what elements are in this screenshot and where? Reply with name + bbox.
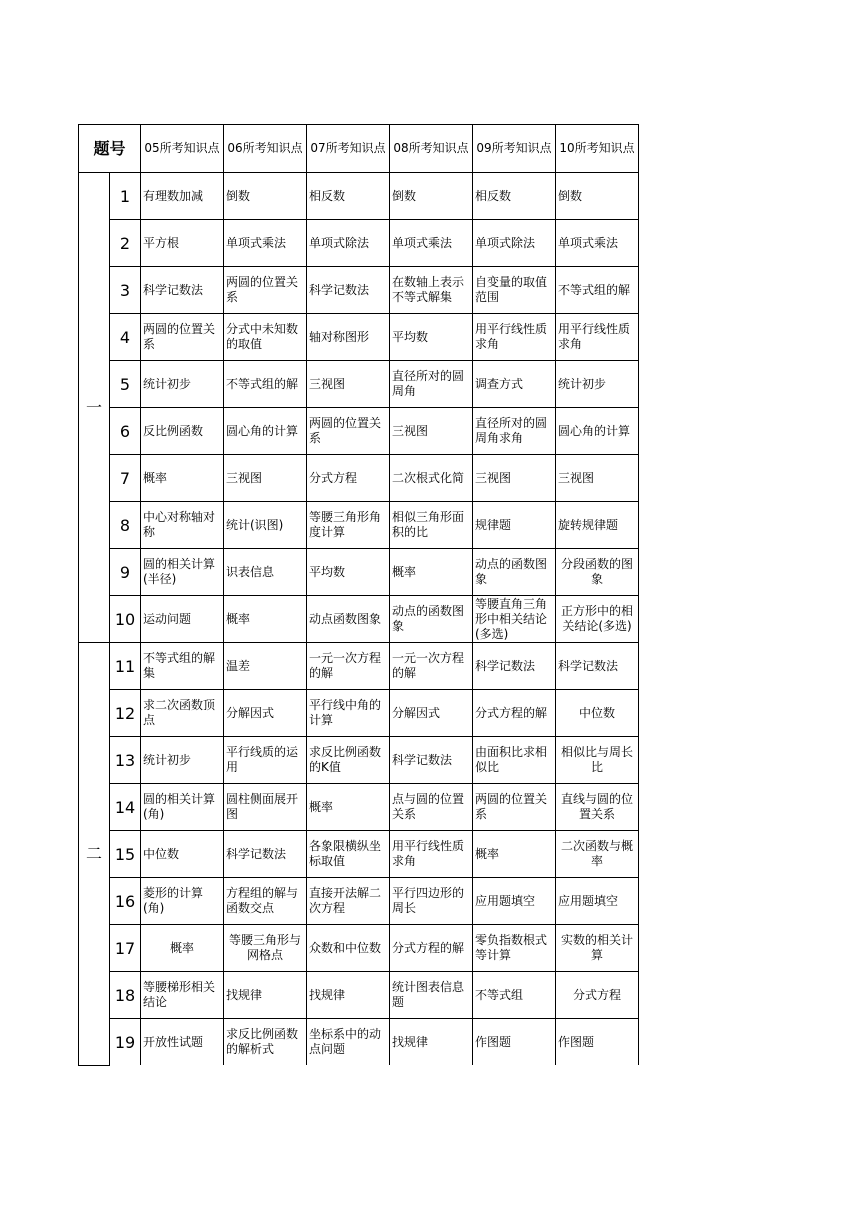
- table-cell: [390, 314, 473, 361]
- table-cell: [556, 408, 639, 455]
- table-cell: [307, 643, 390, 690]
- table-cell: [390, 596, 473, 643]
- question-number: 2: [110, 220, 141, 267]
- question-number: 5: [110, 361, 141, 408]
- question-number: 19: [110, 1019, 141, 1066]
- knowledge-point: 概率: [143, 470, 168, 485]
- table-cell: [307, 1019, 390, 1066]
- knowledge-point: 统计初步: [143, 376, 192, 391]
- knowledge-point: 直线与圆的位置关系: [560, 792, 633, 821]
- table-row: [79, 1019, 639, 1066]
- table-row: [79, 455, 639, 502]
- question-number: 18: [110, 972, 141, 1019]
- table-cell: [224, 690, 307, 737]
- table-cell: [141, 690, 224, 737]
- knowledge-point: 一元一次方程的解: [392, 651, 465, 680]
- table-cell: [390, 690, 473, 737]
- knowledge-point: 倒数: [392, 188, 417, 203]
- table-cell: [224, 784, 307, 831]
- knowledge-point: 相反数: [309, 188, 346, 203]
- table-row: [79, 596, 639, 643]
- knowledge-point: 概率: [169, 940, 194, 955]
- table-cell: [390, 502, 473, 549]
- knowledge-point: 等腰梯形相关结论: [143, 980, 216, 1009]
- knowledge-point: 由面积比求相似比: [475, 745, 548, 774]
- knowledge-point: 各象限横纵坐标取值: [309, 839, 382, 868]
- table-row: [79, 972, 639, 1019]
- table-row: [79, 925, 639, 972]
- knowledge-point: 平方根: [143, 235, 180, 250]
- knowledge-point: 统计初步: [558, 376, 607, 391]
- knowledge-point: 直径所对的圆周角: [392, 369, 465, 398]
- knowledge-point: 两圆的位置关系: [309, 416, 382, 445]
- knowledge-point: 等腰三角形与网格点: [228, 933, 301, 962]
- question-number: 1: [110, 173, 141, 220]
- knowledge-point: 中位数: [578, 705, 615, 720]
- table-cell: [141, 220, 224, 267]
- table-cell: [141, 596, 224, 643]
- knowledge-point: 求二次函数顶点: [143, 698, 216, 727]
- table-cell: [473, 737, 556, 784]
- knowledge-point: 求反比例函数的K值: [309, 745, 382, 774]
- table-cell: [224, 737, 307, 784]
- question-number: 15: [110, 831, 141, 878]
- table-body: [79, 125, 639, 1066]
- knowledge-point: 平均数: [309, 564, 346, 579]
- table-cell: [556, 596, 639, 643]
- knowledge-point: 科学记数法: [558, 658, 619, 673]
- table-cell: [556, 925, 639, 972]
- header-year-06: 06所考知识点: [224, 125, 307, 173]
- knowledge-point: 直接开法解二次方程: [309, 886, 382, 915]
- table-row: [79, 173, 639, 220]
- knowledge-point: 不等式组的解: [558, 282, 631, 297]
- table-cell: [556, 878, 639, 925]
- question-number: 12: [110, 690, 141, 737]
- knowledge-point: 圆心角的计算: [226, 423, 299, 438]
- table-cell: [390, 831, 473, 878]
- knowledge-point: 应用题填空: [558, 893, 619, 908]
- table-row: [79, 220, 639, 267]
- knowledge-point: 单项式除法: [475, 235, 536, 250]
- header-year-07: 07所考知识点: [307, 125, 390, 173]
- table-cell: [141, 831, 224, 878]
- table-cell: [307, 972, 390, 1019]
- table-cell: [224, 925, 307, 972]
- table-cell: [390, 737, 473, 784]
- knowledge-point: 科学记数法: [475, 658, 536, 673]
- knowledge-point: 单项式乘法: [226, 235, 287, 250]
- question-number: 4: [110, 314, 141, 361]
- knowledge-point: 两圆的位置关系: [226, 275, 299, 304]
- knowledge-point: 点与圆的位置关系: [392, 792, 465, 821]
- table-cell: [224, 878, 307, 925]
- knowledge-point: 圆的相关计算(半径): [143, 557, 216, 586]
- table-cell: [141, 878, 224, 925]
- table-cell: [224, 643, 307, 690]
- table-cell: [556, 1019, 639, 1066]
- table-row: [79, 549, 639, 596]
- knowledge-point: 分式方程: [309, 470, 358, 485]
- table-cell: [307, 878, 390, 925]
- knowledge-point: 平行线中角的计算: [309, 698, 382, 727]
- knowledge-point: 三视图: [558, 470, 595, 485]
- table-cell: [224, 220, 307, 267]
- table-cell: [307, 596, 390, 643]
- knowledge-point: 不等式组的解集: [143, 651, 216, 680]
- knowledge-point: 圆心角的计算: [558, 423, 631, 438]
- question-number: 9: [110, 549, 141, 596]
- knowledge-point: 找规律: [226, 987, 263, 1002]
- knowledge-point: 方程组的解与函数交点: [226, 886, 299, 915]
- table-cell: [556, 220, 639, 267]
- table-cell: [141, 1019, 224, 1066]
- knowledge-point: 找规律: [309, 987, 346, 1002]
- table-cell: [141, 502, 224, 549]
- table-cell: [307, 455, 390, 502]
- table-cell: [473, 925, 556, 972]
- table-cell: [390, 784, 473, 831]
- table-row: [79, 643, 639, 690]
- table-cell: [390, 408, 473, 455]
- knowledge-point: 求反比例函数的解析式: [226, 1027, 299, 1056]
- question-number: 11: [110, 643, 141, 690]
- knowledge-point: 开放性试题: [143, 1034, 204, 1049]
- knowledge-point: 三视图: [309, 376, 346, 391]
- knowledge-point: 一元一次方程的解: [309, 651, 382, 680]
- table-cell: [473, 878, 556, 925]
- table-cell: [390, 925, 473, 972]
- knowledge-point: 反比例函数: [143, 423, 204, 438]
- table-cell: [224, 596, 307, 643]
- table-cell: [307, 361, 390, 408]
- knowledge-point: 单项式乘法: [392, 235, 453, 250]
- table-cell: [307, 173, 390, 220]
- knowledge-point: 温差: [226, 658, 251, 673]
- knowledge-point: 规律题: [475, 517, 512, 532]
- knowledge-point: 旋转规律题: [558, 517, 619, 532]
- header-year-05: 05所考知识点: [141, 125, 224, 173]
- table-cell: [141, 549, 224, 596]
- table-cell: [556, 643, 639, 690]
- knowledge-point: 有理数加减: [143, 188, 204, 203]
- table-cell: [473, 220, 556, 267]
- knowledge-point: 三视图: [475, 470, 512, 485]
- knowledge-point: 平均数: [392, 329, 429, 344]
- table-cell: [307, 925, 390, 972]
- knowledge-point: 二次根式化简: [392, 470, 465, 485]
- question-number: 10: [110, 596, 141, 643]
- table-cell: [556, 361, 639, 408]
- table-cell: [556, 831, 639, 878]
- knowledge-point: 自变量的取值范围: [475, 275, 548, 304]
- knowledge-point: 分解因式: [226, 705, 275, 720]
- header-year-10: 10所考知识点: [556, 125, 639, 173]
- knowledge-point: 实数的相关计算: [560, 933, 633, 962]
- question-number: 14: [110, 784, 141, 831]
- question-number: 6: [110, 408, 141, 455]
- knowledge-point: 分式方程的解: [475, 705, 548, 720]
- table-cell: [307, 408, 390, 455]
- knowledge-point: 平行线质的运用: [226, 745, 299, 774]
- table-cell: [141, 784, 224, 831]
- table-cell: [224, 972, 307, 1019]
- table-cell: [307, 220, 390, 267]
- table-cell: [473, 361, 556, 408]
- knowledge-point: 单项式乘法: [558, 235, 619, 250]
- table-cell: [556, 972, 639, 1019]
- knowledge-point: 零负指数根式等计算: [475, 933, 548, 962]
- knowledge-point: 动点的函数图象: [392, 604, 465, 633]
- knowledge-point: 动点的函数图象: [475, 557, 548, 586]
- table-cell: [307, 831, 390, 878]
- knowledge-point: 动点函数图象: [309, 611, 382, 626]
- table-cell: [473, 831, 556, 878]
- table-cell: [473, 690, 556, 737]
- table-row: [79, 878, 639, 925]
- table-cell: [224, 267, 307, 314]
- table-cell: [473, 314, 556, 361]
- knowledge-point: 分式中未知数的取值: [226, 322, 299, 351]
- table-row: [79, 408, 639, 455]
- knowledge-point: 相似比与周长比: [560, 745, 633, 774]
- table-cell: [556, 455, 639, 502]
- table-cell: [556, 737, 639, 784]
- question-number: 13: [110, 737, 141, 784]
- knowledge-point: 用平行线性质求角: [558, 322, 631, 351]
- table-row: [79, 784, 639, 831]
- table-cell: [473, 1019, 556, 1066]
- table-cell: [224, 831, 307, 878]
- table-cell: [141, 972, 224, 1019]
- knowledge-point: 二次函数与概率: [560, 839, 633, 868]
- section-label: 一: [79, 173, 110, 643]
- knowledge-point: 统计初步: [143, 752, 192, 767]
- question-number: 7: [110, 455, 141, 502]
- table-row: [79, 314, 639, 361]
- table-cell: [307, 502, 390, 549]
- table-cell: [307, 737, 390, 784]
- knowledge-point: 概率: [475, 846, 500, 861]
- table-cell: [556, 549, 639, 596]
- table-cell: [141, 314, 224, 361]
- table-row: [79, 831, 639, 878]
- table-cell: [473, 173, 556, 220]
- table-cell: [556, 502, 639, 549]
- header-question-number: 题号: [79, 125, 141, 173]
- knowledge-point: 等腰直角三角形中相关结论(多选): [475, 596, 548, 641]
- table-cell: [141, 737, 224, 784]
- knowledge-point: 分解因式: [392, 705, 441, 720]
- table-row: [79, 502, 639, 549]
- knowledge-point: 坐标系中的动点问题: [309, 1027, 382, 1056]
- table-cell: [224, 361, 307, 408]
- header-year-09: 09所考知识点: [473, 125, 556, 173]
- table-cell: [307, 549, 390, 596]
- knowledge-point: 在数轴上表示不等式解集: [392, 275, 465, 304]
- knowledge-point: 作图题: [475, 1034, 512, 1049]
- knowledge-point: 应用题填空: [475, 893, 536, 908]
- table-cell: [141, 925, 224, 972]
- knowledge-point: 分式方程: [572, 987, 621, 1002]
- knowledge-point: 找规律: [392, 1034, 429, 1049]
- table-cell: [307, 784, 390, 831]
- knowledge-point: 识表信息: [226, 564, 275, 579]
- knowledge-point: 圆的相关计算(角): [143, 792, 216, 821]
- table-cell: [141, 455, 224, 502]
- question-number: 8: [110, 502, 141, 549]
- table-cell: [224, 502, 307, 549]
- knowledge-point: 圆柱侧面展开图: [226, 792, 299, 821]
- knowledge-point: 调查方式: [475, 376, 524, 391]
- table-cell: [556, 690, 639, 737]
- knowledge-point: 倒数: [558, 188, 583, 203]
- knowledge-point: 相反数: [475, 188, 512, 203]
- table-cell: [473, 408, 556, 455]
- knowledge-point: 直径所对的圆周角求角: [475, 416, 548, 445]
- knowledge-point: 科学记数法: [392, 752, 453, 767]
- knowledge-point: 统计图表信息题: [392, 980, 465, 1009]
- table-cell: [473, 596, 556, 643]
- table-cell: [390, 549, 473, 596]
- table-cell: [390, 878, 473, 925]
- knowledge-point: 倒数: [226, 188, 251, 203]
- header-row: [79, 125, 639, 173]
- table-row: [79, 690, 639, 737]
- table-cell: [390, 267, 473, 314]
- knowledge-point: 众数和中位数: [309, 940, 382, 955]
- table-cell: [224, 549, 307, 596]
- table-cell: [473, 972, 556, 1019]
- table-cell: [141, 267, 224, 314]
- knowledge-point: 概率: [392, 564, 417, 579]
- knowledge-points-table: [78, 124, 639, 1066]
- section-label: 二: [79, 643, 110, 1066]
- knowledge-point: 相似三角形面积的比: [392, 510, 465, 539]
- table-cell: [473, 502, 556, 549]
- table-cell: [224, 455, 307, 502]
- table-cell: [390, 220, 473, 267]
- knowledge-point: 统计(识图): [226, 517, 284, 532]
- knowledge-point: 概率: [309, 799, 334, 814]
- table-cell: [556, 267, 639, 314]
- knowledge-point: 三视图: [226, 470, 263, 485]
- knowledge-point: 等腰三角形角度计算: [309, 510, 382, 539]
- table-cell: [141, 361, 224, 408]
- knowledge-point: 中位数: [143, 846, 180, 861]
- question-number: 17: [110, 925, 141, 972]
- table-cell: [224, 408, 307, 455]
- table-cell: [390, 455, 473, 502]
- knowledge-point: 用平行线性质求角: [392, 839, 465, 868]
- knowledge-point: 用平行线性质求角: [475, 322, 548, 351]
- knowledge-point: 轴对称图形: [309, 329, 370, 344]
- knowledge-point: 菱形的计算(角): [143, 886, 204, 915]
- table-cell: [556, 314, 639, 361]
- table-cell: [224, 314, 307, 361]
- table-cell: [473, 784, 556, 831]
- knowledge-point: 概率: [226, 611, 251, 626]
- knowledge-point: 科学记数法: [226, 846, 287, 861]
- knowledge-point: 科学记数法: [143, 282, 204, 297]
- knowledge-point: 两圆的位置关系: [475, 792, 548, 821]
- knowledge-point: 不等式组的解: [226, 376, 299, 391]
- table-cell: [307, 267, 390, 314]
- table-cell: [141, 173, 224, 220]
- table-cell: [224, 173, 307, 220]
- knowledge-point: 科学记数法: [309, 282, 370, 297]
- knowledge-point: 正方形中的相关结论(多选): [560, 604, 633, 633]
- table-cell: [473, 267, 556, 314]
- table-cell: [473, 455, 556, 502]
- knowledge-point: 作图题: [558, 1034, 595, 1049]
- table-cell: [390, 643, 473, 690]
- table-row: [79, 361, 639, 408]
- question-number: 16: [110, 878, 141, 925]
- knowledge-point: 运动问题: [143, 611, 192, 626]
- knowledge-point: 不等式组: [475, 987, 524, 1002]
- table-cell: [390, 972, 473, 1019]
- knowledge-point: 平行四边形的周长: [392, 886, 465, 915]
- table-cell: [473, 643, 556, 690]
- knowledge-point: 分段函数的图象: [560, 557, 633, 586]
- knowledge-point: 两圆的位置关系: [143, 322, 216, 351]
- table-cell: [473, 549, 556, 596]
- table-cell: [390, 173, 473, 220]
- table-row: [79, 267, 639, 314]
- table-cell: [556, 173, 639, 220]
- header-year-08: 08所考知识点: [390, 125, 473, 173]
- knowledge-point: 三视图: [392, 423, 429, 438]
- knowledge-point: 单项式除法: [309, 235, 370, 250]
- knowledge-point: 分式方程的解: [392, 940, 465, 955]
- table-cell: [307, 314, 390, 361]
- table-cell: [556, 784, 639, 831]
- table-cell: [307, 690, 390, 737]
- table-cell: [224, 1019, 307, 1066]
- table-cell: [141, 408, 224, 455]
- knowledge-point: 中心对称轴对称: [143, 510, 216, 539]
- table-cell: [390, 361, 473, 408]
- table-cell: [141, 643, 224, 690]
- question-number: 3: [110, 267, 141, 314]
- table-cell: [390, 1019, 473, 1066]
- table-row: [79, 737, 639, 784]
